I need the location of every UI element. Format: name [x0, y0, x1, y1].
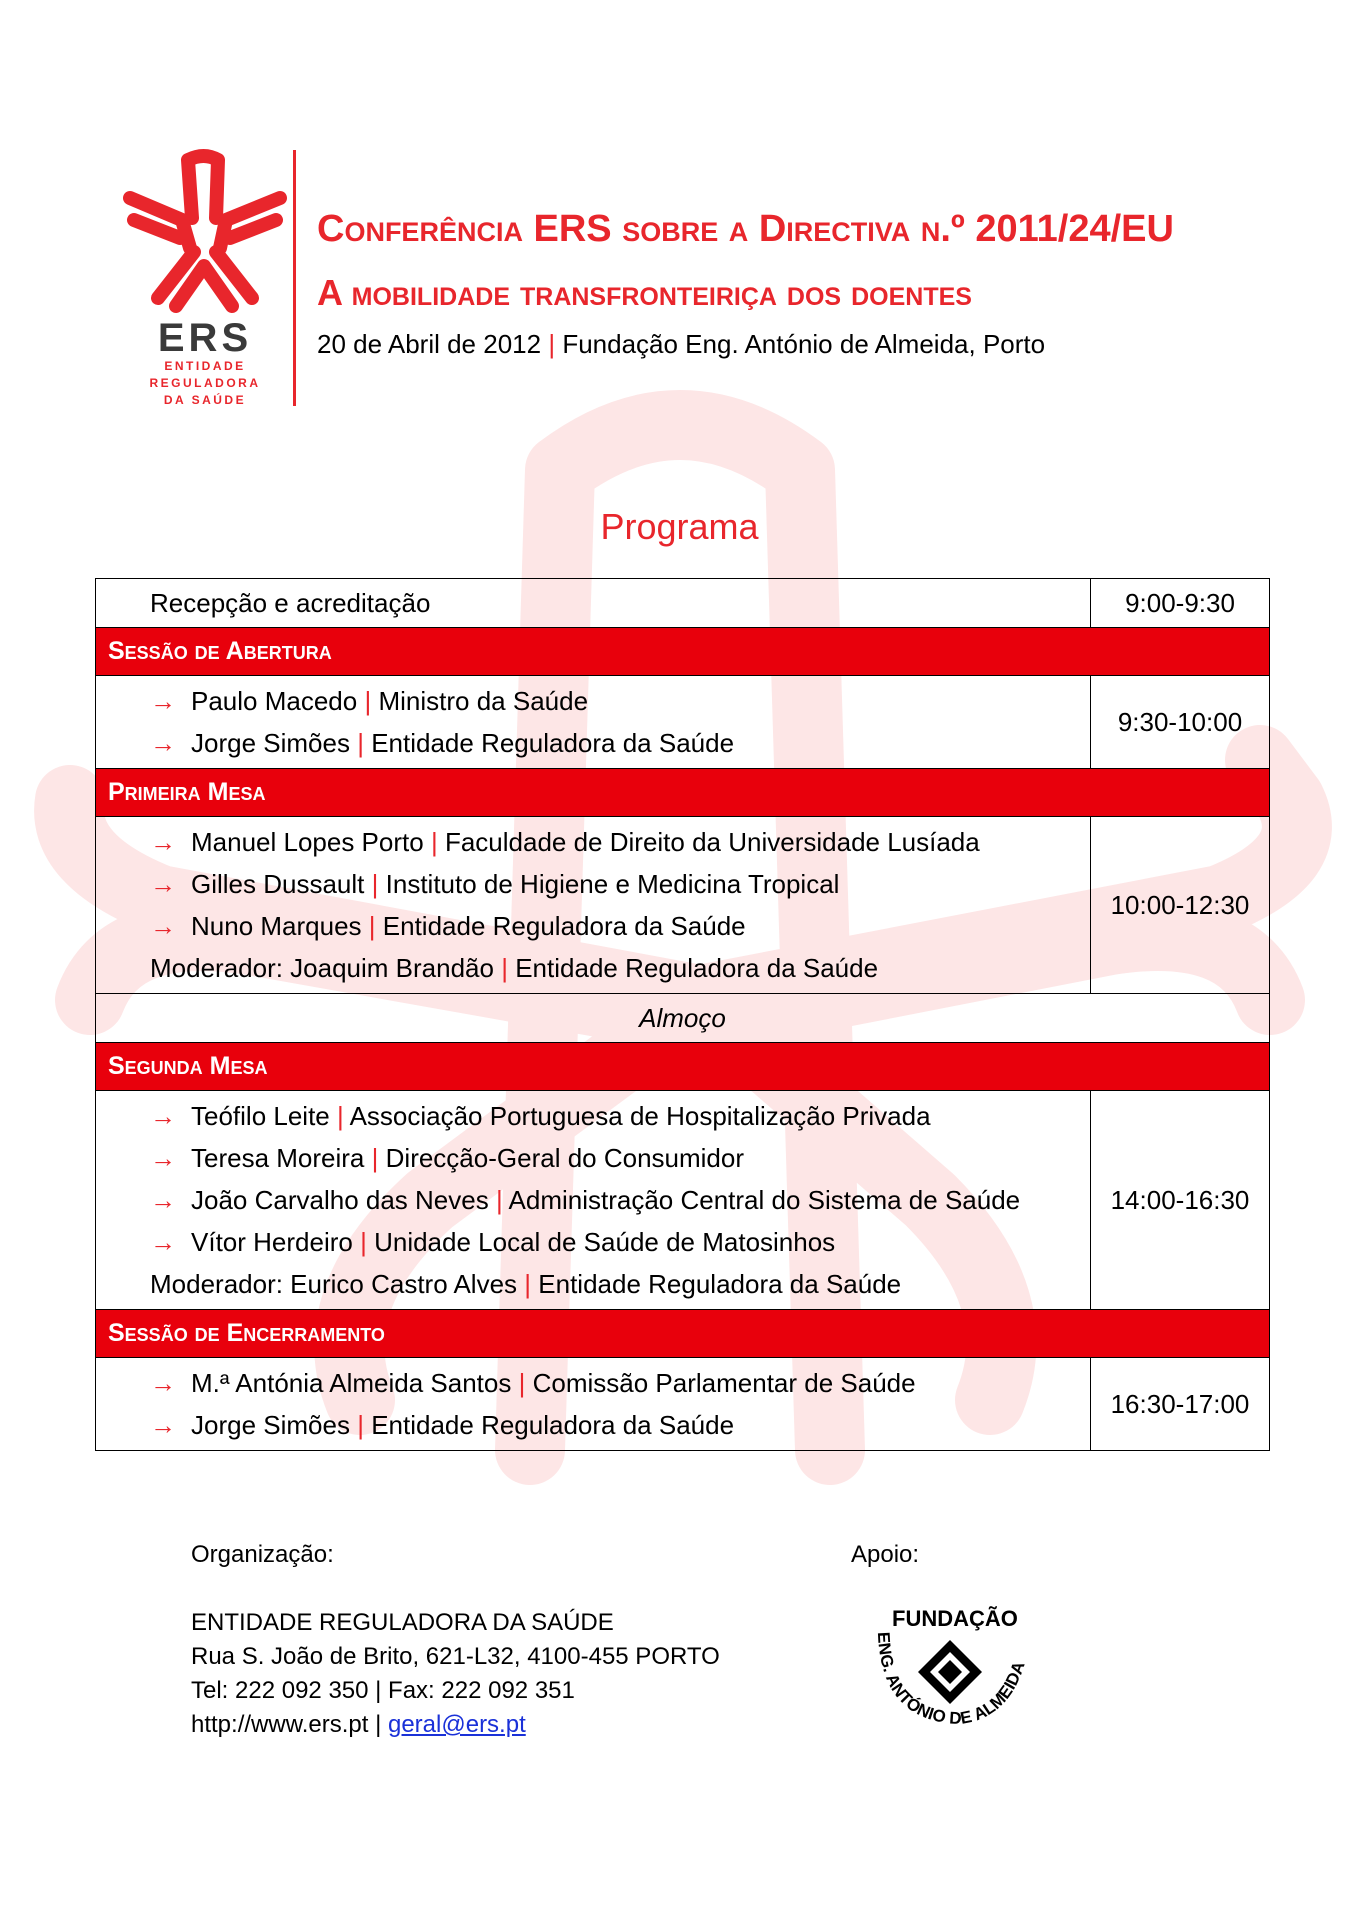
closing-speakers: [96, 1358, 1091, 1451]
separator: |: [360, 1227, 367, 1257]
logo-subtitle-line: REGULADORA: [149, 376, 261, 390]
organization-block: [191, 1538, 720, 1742]
opening-time: 9:30-10:00: [1091, 676, 1270, 769]
arrow-right-icon: →: [150, 1368, 176, 1398]
logo-subtitle-line: ENTIDADE: [164, 359, 246, 373]
reception-label: Recepção e acreditação: [96, 579, 1091, 628]
section-title: Segunda Mesa: [96, 1043, 1270, 1091]
table-row: [96, 1358, 1270, 1451]
first-panel-speakers: [96, 817, 1091, 994]
ers-logo: [120, 148, 290, 408]
speaker-org: Direcção-Geral do Consumidor: [385, 1143, 745, 1173]
separator: |: [430, 827, 438, 857]
speaker-line: [150, 1404, 1090, 1446]
speaker-line: [150, 1095, 1090, 1137]
speaker-org: Administração Central do Sistema de Saúde: [508, 1185, 1021, 1215]
table-row: [96, 579, 1270, 628]
support-label: Apoio:: [851, 1541, 920, 1568]
speaker-name: M.ª Antónia Almeida Santos: [191, 1368, 512, 1398]
speaker-name: Gilles Dussault: [191, 869, 365, 899]
fundacao-logo-arc-text: ENG. ANTÓNIO DE ALMEIDA: [873, 1631, 1029, 1729]
moderator-org: Entidade Reguladora da Saúde: [515, 953, 879, 983]
closing-time: 16:30-17:00: [1091, 1358, 1270, 1451]
speaker-org: Entidade Reguladora da Saúde: [382, 911, 746, 941]
program-title: Programa: [600, 506, 759, 547]
event-venue: Fundação Eng. António de Almeida, Porto: [562, 329, 1046, 359]
section-header-closing: [96, 1310, 1270, 1358]
org-web-line: [191, 1708, 720, 1742]
arrow-right-icon: →: [150, 911, 176, 941]
second-panel-speakers: [96, 1091, 1091, 1310]
arrow-right-icon: →: [150, 1185, 176, 1215]
table-row: [96, 994, 1270, 1043]
speaker-name: Vítor Herdeiro: [191, 1227, 353, 1257]
website-text: http://www.ers.pt: [191, 1711, 369, 1738]
first-panel-time: 10:00-12:30: [1091, 817, 1270, 994]
moderator-line: [150, 1263, 1090, 1305]
section-title: Primeira Mesa: [96, 769, 1270, 817]
separator: |: [518, 1368, 526, 1398]
speaker-line: [150, 821, 1090, 863]
speaker-line: [150, 1137, 1090, 1179]
ers-logo-subtitle: [120, 358, 290, 409]
table-row: [96, 1091, 1270, 1310]
moderator-name: Moderador: Eurico Castro Alves: [150, 1269, 518, 1299]
organization-label: Organização:: [191, 1541, 334, 1568]
speaker-org: Instituto de Higiene e Medicina Tropical: [385, 869, 840, 899]
speaker-line: [150, 680, 1090, 722]
speaker-line: [150, 905, 1090, 947]
speaker-name: Teresa Moreira: [191, 1143, 365, 1173]
speaker-name: Jorge Simões: [191, 728, 350, 758]
separator: |: [548, 329, 556, 359]
speaker-line: [150, 1179, 1090, 1221]
separator: |: [357, 728, 364, 758]
table-row: [96, 817, 1270, 994]
speaker-name: Manuel Lopes Porto: [191, 827, 424, 857]
speaker-line: [150, 1221, 1090, 1263]
separator: |: [371, 1143, 379, 1173]
logo-subtitle-line: DA SAÚDE: [163, 393, 247, 407]
arrow-right-icon: →: [150, 1101, 176, 1131]
ers-logo-name: ERS: [157, 316, 253, 360]
speaker-line: [150, 722, 1090, 764]
speaker-name: Teófilo Leite: [191, 1101, 330, 1131]
org-phone-fax: Tel: 222 092 350 | Fax: 222 092 351: [191, 1677, 575, 1704]
separator: |: [495, 1185, 503, 1215]
lunch-break: Almoço: [96, 994, 1270, 1043]
section-title: Sessão de Encerramento: [96, 1310, 1270, 1358]
separator: |: [501, 953, 508, 983]
fundacao-logo-top: FUNDAÇÃO: [892, 1606, 1018, 1631]
org-name: ENTIDADE REGULADORA DA SAÚDE: [191, 1609, 614, 1636]
moderator-line: [150, 947, 1090, 989]
separator: |: [357, 1410, 364, 1440]
separator: |: [371, 869, 379, 899]
ers-star-icon: [120, 148, 290, 316]
arrow-right-icon: →: [150, 869, 176, 899]
moderator-name: Moderador: Joaquim Brandão: [150, 953, 494, 983]
speaker-org: Entidade Reguladora da Saúde: [371, 1410, 735, 1440]
speaker-org: Ministro da Saúde: [378, 686, 589, 716]
speaker-name: Jorge Simões: [191, 1410, 350, 1440]
separator: |: [364, 686, 372, 716]
separator: |: [524, 1269, 532, 1299]
speaker-line: [150, 1362, 1090, 1404]
speaker-org: Entidade Reguladora da Saúde: [371, 728, 735, 758]
event-date: 20 de Abril de 2012: [317, 329, 542, 359]
arrow-right-icon: →: [150, 728, 176, 758]
header-divider: [293, 150, 296, 406]
speaker-org: Comissão Parlamentar de Saúde: [532, 1368, 916, 1398]
arrow-right-icon: →: [150, 827, 176, 857]
reception-time: 9:00-9:30: [1091, 579, 1270, 628]
date-venue-line: [317, 329, 1045, 360]
fundacao-logo: [850, 1592, 1050, 1742]
speaker-name: João Carvalho das Neves: [191, 1185, 489, 1215]
table-row: [96, 676, 1270, 769]
section-header-first-panel: [96, 769, 1270, 817]
speaker-line: [150, 863, 1090, 905]
email-link[interactable]: geral@ers.pt: [387, 1711, 526, 1738]
org-address: Rua S. João de Brito, 621-L32, 4100-455 PORTO: [191, 1643, 720, 1670]
moderator-org: Entidade Reguladora da Saúde: [538, 1269, 902, 1299]
speaker-org: Faculdade de Direito da Universidade Lusíada: [444, 827, 980, 857]
separator: |: [368, 1711, 388, 1738]
speaker-name: Nuno Marques: [191, 911, 362, 941]
section-title: Sessão de Abertura: [96, 628, 1270, 676]
separator: |: [337, 1101, 344, 1131]
arrow-right-icon: →: [150, 686, 176, 716]
arrow-right-icon: →: [150, 1143, 176, 1173]
arrow-right-icon: →: [150, 1410, 176, 1440]
section-header-second-panel: [96, 1043, 1270, 1091]
conference-subtitle: A mobilidade transfronteiriça dos doentes: [317, 272, 972, 313]
fundacao-diamond-icon: [918, 1640, 982, 1704]
arrow-right-icon: →: [150, 1227, 176, 1257]
speaker-name: Paulo Macedo: [191, 686, 358, 716]
schedule-table: [95, 578, 1270, 1451]
conference-title: Conferência ERS sobre a Directiva n.º 2011/24/EU: [317, 208, 1174, 250]
separator: |: [368, 911, 376, 941]
speaker-org: Unidade Local de Saúde de Matosinhos: [374, 1227, 836, 1257]
opening-speakers: [96, 676, 1091, 769]
section-header-opening: [96, 628, 1270, 676]
second-panel-time: 14:00-16:30: [1091, 1091, 1270, 1310]
speaker-org: Associação Portuguesa de Hospitalização Privada: [349, 1101, 931, 1131]
